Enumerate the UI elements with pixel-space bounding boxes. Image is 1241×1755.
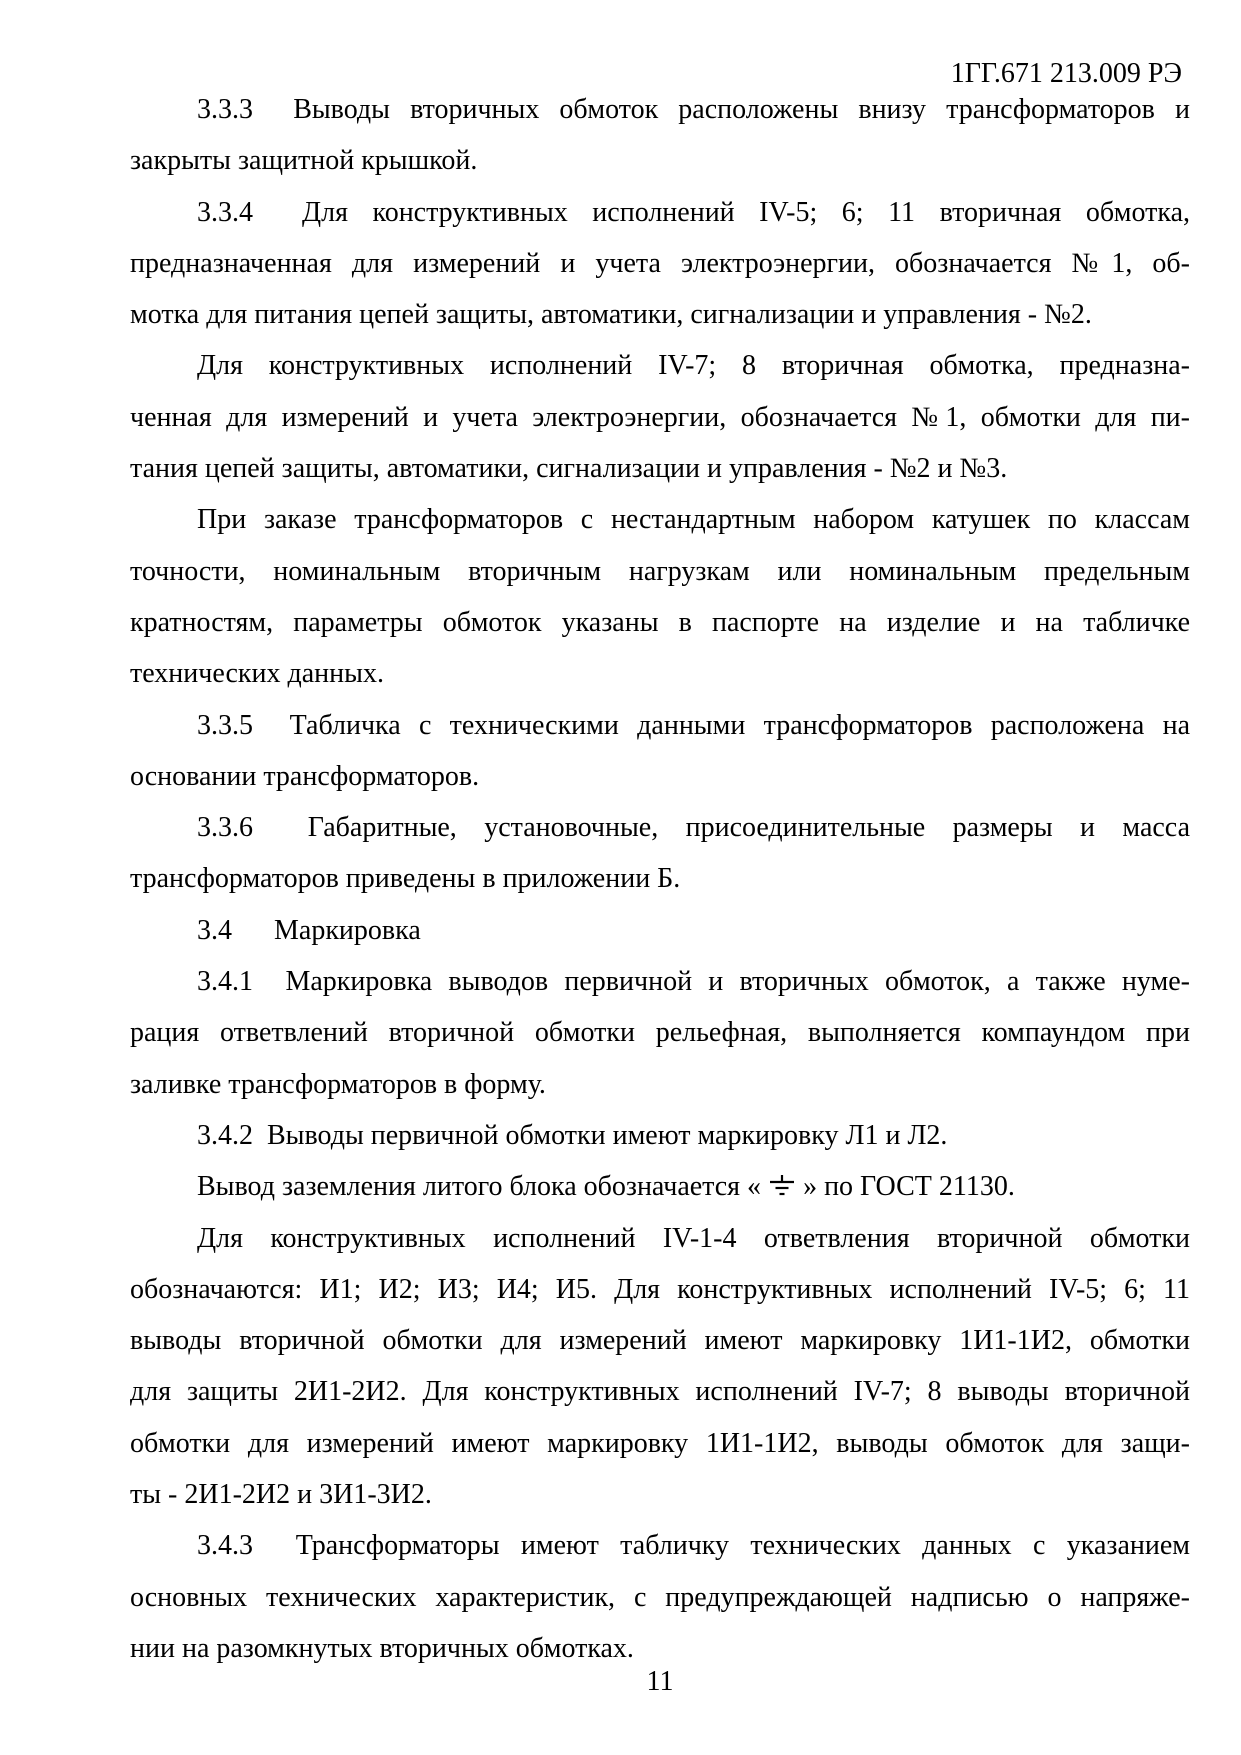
text-line: ченная для измерений и учета электроэнергии, обозначается №1, обмотки для пи- — [130, 401, 1190, 433]
text-line: предназначенная для измерений и учета электроэнергии, обозначается №1, об- — [130, 247, 1190, 279]
para-3-4-3 — [130, 1520, 1190, 1674]
text-line: рация ответвлений вторичной обмотки рельефная, выполняется компаундом при — [130, 1017, 1190, 1049]
text-line: 3.3.3 Выводы вторичных обмоток расположены внизу трансформаторов и — [197, 94, 1190, 125]
text-line: выводы вторичной обмотки для измерений имеют маркировку 1И1-1И2, обмотки — [130, 1325, 1190, 1357]
document-code: 1ГГ.671 213.009 РЭ — [950, 58, 1182, 89]
text-line: Для конструктивных исполнений IV-1-4 ответвления вторичной обмотки — [197, 1222, 1190, 1254]
para-3-4-1 — [130, 956, 1190, 1110]
page-number: 11 — [646, 1666, 674, 1697]
text-line: для защиты 2И1-2И2. Для конструктивных исполнений IV-7; 8 выводы вторичной — [130, 1376, 1190, 1408]
text-line: При заказе трансформаторов с нестандартным набором катушек по классам — [197, 504, 1190, 536]
text-line: основании трансформаторов. — [130, 760, 480, 792]
text-line: технических данных. — [130, 658, 384, 690]
text-line: заливке трансформаторов в форму. — [130, 1068, 546, 1100]
text-line: 3.3.4 Для конструктивных исполнений IV-5; 6; 11 вторичная обмотка, — [197, 196, 1190, 228]
text-line: ты - 2И1-2И2 и 3И1-3И2. — [130, 1479, 432, 1511]
para-3-4-2 — [130, 1110, 1190, 1161]
text-line: трансформаторов приведены в приложении Б. — [130, 863, 681, 895]
text-line: 3.4 Маркировка — [197, 914, 421, 946]
text-line: 3.4.1 Маркировка выводов первичной и вторичных обмоток, а также нуме- — [197, 966, 1190, 998]
text-line: кратностям, параметры обмоток указаны в паспорте на изделие и на табличке — [130, 606, 1190, 638]
para-3-3-6 — [130, 802, 1190, 905]
text-line: 3.3.6 Габаритные, установочные, присоединительные размеры и масса — [197, 812, 1190, 844]
para-3-3-3 — [130, 84, 1190, 187]
text-line: тания цепей защиты, автоматики, сигнализации и управления - №2 и №3. — [130, 453, 1008, 485]
para-3-4-heading — [130, 905, 1190, 956]
text-line: точности, номинальным вторичным нагрузкам или номинальным предельным — [130, 555, 1190, 587]
para-ground-terminal — [130, 1161, 1190, 1212]
text-line: 3.3.5 Табличка с техническими данными трансформаторов расположена на — [197, 709, 1190, 741]
text-line: мотка для питания цепей защиты, автоматики, сигнализации и управления - №2. — [130, 299, 1092, 331]
text-line: закрыты защитной крышкой. — [130, 145, 478, 177]
text-line: обмотки для измерений имеют маркировку 1И1-1И2, выводы обмоток для защи- — [130, 1427, 1190, 1459]
para-iv-7-8 — [130, 340, 1190, 494]
text-line: 3.4.2 Выводы первичной обмотки имеют маркировку Л1 и Л2. — [197, 1119, 948, 1151]
text-line: Для конструктивных исполнений IV-7; 8 вторичная обмотка, предназна- — [197, 350, 1190, 382]
text-line: Вывод заземления литого блока обозначается « » по ГОСТ 21130. — [197, 1171, 1015, 1203]
document-body — [130, 84, 1190, 1674]
para-3-3-5 — [130, 700, 1190, 803]
text-line: обозначаются: И1; И2; И3; И4; И5. Для конструктивных исполнений IV-5; 6; 11 — [130, 1273, 1190, 1305]
para-3-3-4 — [130, 187, 1190, 341]
para-terminal-markings — [130, 1213, 1190, 1521]
text-line: основных технических характеристик, с предупреждающей надписью о напряже- — [130, 1581, 1190, 1613]
text-line: нии на разомкнутых вторичных обмотках. — [130, 1632, 634, 1664]
para-custom-order — [130, 494, 1190, 699]
text-line: 3.4.3 Трансформаторы имеют табличку технических данных с указанием — [197, 1530, 1190, 1562]
earth-ground-icon — [768, 1174, 796, 1198]
